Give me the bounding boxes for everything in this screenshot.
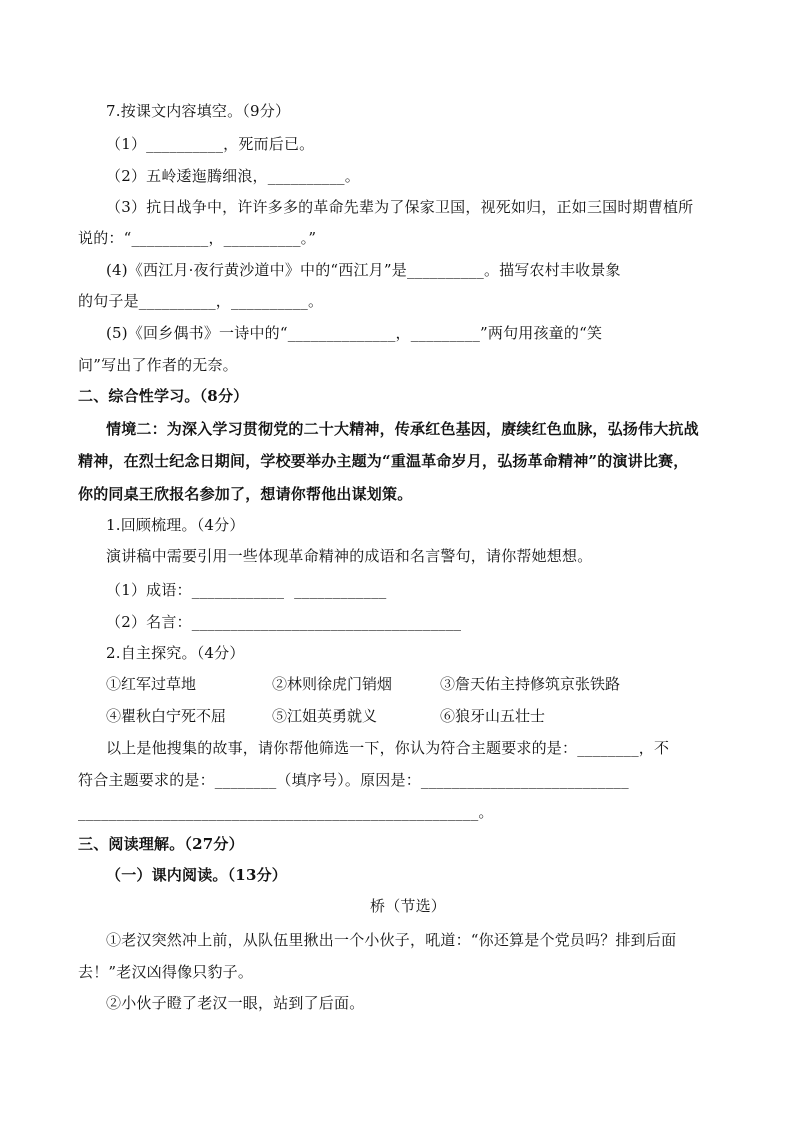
passage-para1-line2: 去！”老汉凶得像只豹子。 xyxy=(78,963,254,981)
section3-sub1-heading: （一）课内阅读。（13分） xyxy=(106,866,287,884)
q7-item-3-line2: 说的：“__________，__________。” xyxy=(78,229,317,247)
story-option-6: ⑥狼牙山五壮士 xyxy=(440,707,546,725)
q7-item-5-line1: (5)《回乡偶书》一诗中的“______________，_________”两句用孩童的“笑 xyxy=(106,324,603,342)
section2-heading: 二、综合性学习。（8分） xyxy=(78,387,249,405)
s2-q2-line1: 以上是他搜集的故事，请你帮他筛选一下，你认为符合主题要求的是：________，不 xyxy=(106,739,670,757)
q7-item-3-line1: （3）抗日战争中，许许多多的革命先辈为了保家卫国，视死如归，正如三国时期曹植所 xyxy=(106,198,694,216)
q7-item-4-line1: (4)《西江月·夜行黄沙道中》中的“西江月”是__________。描写农村丰收景象 xyxy=(106,261,621,279)
passage-para2: ②小伙子瞪了老汉一眼，站到了后面。 xyxy=(106,994,365,1012)
s2-q1-item-quotes: （2）名言：___________________________________ xyxy=(106,613,462,631)
story-option-4: ④瞿秋白宁死不屈 xyxy=(106,707,227,725)
s2-q2-line2: 符合主题要求的是：________（填序号）。原因是：___________________________ xyxy=(78,771,629,789)
s2-q2-line3: ____________________________________________________。 xyxy=(78,803,494,821)
q7-item-2: （2）五岭逶迤腾细浪，__________。 xyxy=(106,167,360,185)
story-option-3: ③詹天佑主持修筑京张铁路 xyxy=(440,675,621,693)
s2-q2-title: 2.自主探究。（4分） xyxy=(106,644,245,662)
s2-q1-item-idioms: （1）成语：____________ ____________ xyxy=(106,581,387,599)
s2-q1-desc: 演讲稿中需要引用一些体现革命精神的成语和名言警句，请你帮她想想。 xyxy=(106,547,593,565)
passage-title: 桥（节选） xyxy=(370,897,447,915)
section2-context-line2: 精神，在烈士纪念日期间，学校要举办主题为“重温革命岁月，弘扬革命精神”的演讲比赛， xyxy=(78,452,689,470)
story-option-5: ⑤江姐英勇就义 xyxy=(272,707,378,725)
q7-item-1: （1）__________，死而后已。 xyxy=(106,135,315,153)
q7-item-5-line2: 问”写出了作者的无奈。 xyxy=(78,356,238,374)
story-option-1: ①红军过草地 xyxy=(106,675,197,693)
q7-item-4-line2: 的句子是__________，__________。 xyxy=(78,292,324,310)
section2-context-line1: 情境二：为深入学习贯彻党的二十大精神，传承红色基因，赓续红色血脉，弘扬伟大抗战 xyxy=(106,420,699,438)
section2-context-line3: 你的同桌王欣报名参加了，想请你帮他出谋划策。 xyxy=(78,485,413,503)
q7-title: 7.按课文内容填空。（9分） xyxy=(106,102,291,120)
passage-para1-line1: ①老汉突然冲上前，从队伍里揪出一个小伙子，吼道：“你还算是个党员吗？排到后面 xyxy=(106,931,677,949)
story-option-2: ②林则徐虎门销烟 xyxy=(272,675,393,693)
s2-q1-title: 1.回顾梳理。（4分） xyxy=(106,516,245,534)
section3-heading: 三、阅读理解。（27分） xyxy=(78,835,244,853)
